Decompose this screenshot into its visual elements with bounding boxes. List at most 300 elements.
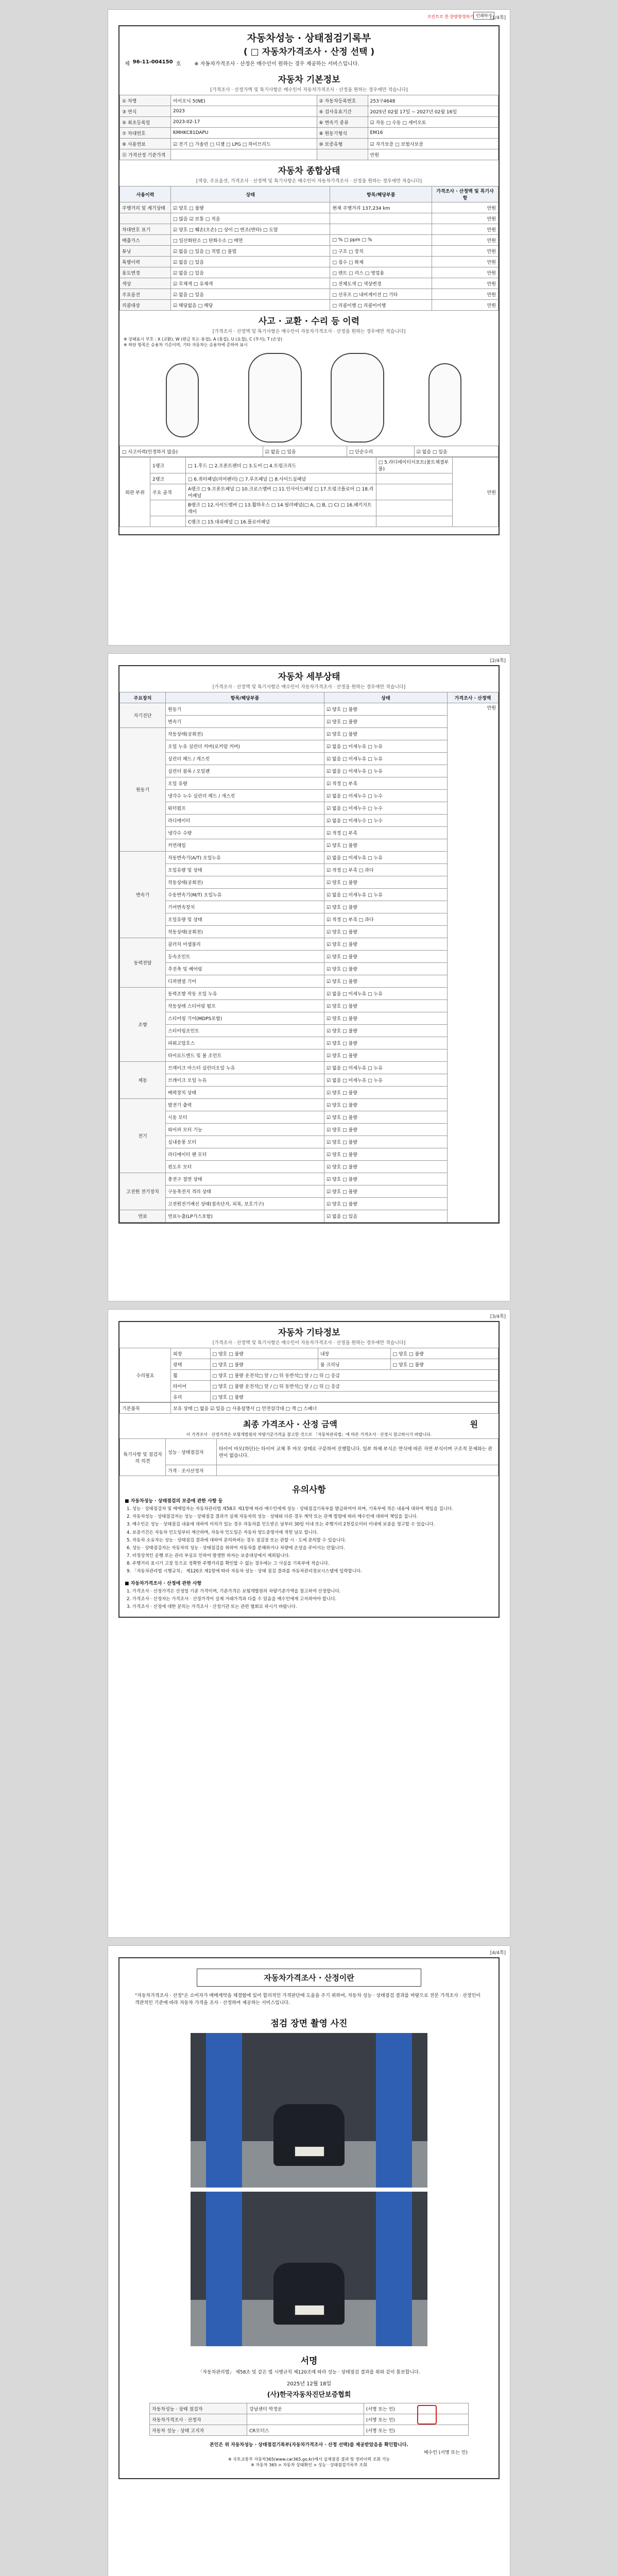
note-item: 3. 가격조사 · 산정에 대한 문의는 가격조사 · 산정기관 또는 관련 협회로 하시기 바랍니다.: [127, 1604, 297, 1609]
sign-text: 「자동차관리법」 제58조 및 같은 법 시행규칙 제120조에 따라 성능 · 상태점검 결과를 위와 같이 통보합니다.: [198, 2370, 420, 2375]
basic-label: ③ 연식: [120, 106, 171, 117]
detail-item: 변속기: [166, 716, 324, 728]
overall-cell: 리콜대상: [120, 300, 171, 311]
overall-cell: 만원: [432, 289, 499, 300]
sign-cell: (서명 또는 인): [364, 2414, 468, 2425]
detail-row: [120, 1210, 499, 1223]
detail-status: ☑ 없음 □ 있음: [324, 1210, 448, 1223]
detail-row: [120, 740, 499, 753]
detail-row: [120, 1185, 499, 1198]
car-diagram: [119, 348, 499, 446]
detail-row: [120, 913, 499, 926]
notes-heading-1: ■ 자동차성능 · 상태점검의 보증에 관한 사항 등: [125, 1499, 223, 1504]
repair-cell: 타이어: [171, 1381, 211, 1392]
repair-cell: □ 양호 □ 불량: [210, 1359, 318, 1370]
overall-cell: 튜닝: [120, 246, 171, 257]
basic-value: ☑ 전기 □ 가솔린 □ 디젤 □ LPG □ 하이브리드: [171, 139, 317, 149]
overall-cell: ☑ 없음 □ 있음: [171, 289, 330, 300]
frame-label: 외판 부위: [120, 457, 150, 527]
special-row-0-label: 성능 · 상태점검자: [166, 1439, 217, 1465]
detail-status: ☑ 양호 □ 불량: [324, 1173, 448, 1185]
detail-item: 기어변속장치: [166, 901, 324, 913]
overall-cell: □ 전체도색 □ 색상변경: [330, 278, 432, 289]
basic-label: ② 자동차등록번호: [317, 95, 368, 106]
basic-value: ☑ 자동 □ 수동 □ 세미오토: [368, 117, 498, 128]
detail-status: ☑ 양호 □ 불량: [324, 876, 448, 889]
sign-org: (사)한국자동차진단보증협회: [267, 2391, 351, 2399]
detail-item: 동력조향 작동 오일 누유: [166, 988, 324, 1000]
detail-item: 스티어링조인트: [166, 1025, 324, 1037]
accident-history-value: ☑ 없음 □ 있음: [263, 446, 347, 457]
detail-status: ☑ 없음 □ 미세누유 □ 누유: [324, 988, 448, 1000]
detail-group: 조향: [120, 988, 166, 1062]
inspection-photo-front: [191, 2033, 427, 2188]
detail-status: ☑ 없음 □ 미세누유 □ 누유: [324, 740, 448, 753]
detail-item: 파워고압호스: [166, 1037, 324, 1049]
detail-item: 와이퍼 모터 기능: [166, 1124, 324, 1136]
detail-item: 스티어링 기어(MDPS포함): [166, 1012, 324, 1025]
overall-header: 항목/해당부품: [330, 187, 432, 202]
detail-status: ☑ 양호 □ 불량: [324, 1124, 448, 1136]
detail-row: [120, 864, 499, 876]
notes-list-2: [119, 1588, 499, 1617]
detail-row: [120, 852, 499, 864]
basic-value: EM16: [368, 128, 498, 139]
overall-cell: 만원: [432, 235, 499, 246]
repair-cell: □ 양호 □ 불량: [210, 1392, 499, 1402]
detail-status: ☑ 없음 □ 미세누유 □ 누유: [324, 852, 448, 864]
print-link[interactable]: 프린트로 한 한방향정하기: [427, 14, 474, 19]
overall-cell: 차대번호 표기: [120, 224, 171, 235]
sign-cell: CR모터스: [247, 2425, 364, 2436]
basic-value: [171, 149, 317, 160]
detail-status: ☑ 양호 □ 불량: [324, 703, 448, 716]
sign-cell: 강남센터 박정운: [247, 2403, 364, 2414]
detail-status: ☑ 양호 □ 불량: [324, 839, 448, 852]
note-item: 8. 주행거리 표시기 고장 등으로 정확한 주행거리를 확인할 수 없는 경우에는 그 사실을 기록부에 적습니다.: [127, 1561, 330, 1567]
frame-cell: □ 6.쿼터패널(리어펜더) □ 7.루프패널 □ 8.사이드실패널: [186, 473, 376, 484]
detail-status: ☑ 양호 □ 불량: [324, 1025, 448, 1037]
detail-row: [120, 802, 499, 815]
detail-status: ☑ 양호 □ 불량: [324, 1136, 448, 1148]
simple-repair-value: ☑ 없음 □ 있음: [414, 446, 498, 457]
frame-row: [120, 457, 499, 473]
detail-status: ☑ 양호 □ 불량: [324, 1148, 448, 1161]
detail-row: [120, 753, 499, 765]
detail-row: [120, 1111, 499, 1124]
overall-row: [120, 289, 499, 300]
repair-cell: □ 양호 □ 불량: [390, 1348, 498, 1359]
frame-cell: □ 1.후드 □ 2.프론트펜더 □ 3.도어 □ 4.트렁크리드: [186, 457, 376, 473]
overall-cell: □ 구조 □ 장치: [330, 246, 432, 257]
basic-value: 2023-02-17: [171, 117, 317, 128]
overall-row: [120, 278, 499, 289]
overall-cell: [120, 213, 171, 224]
overall-row: [120, 267, 499, 278]
repair-row: [120, 1392, 499, 1402]
detail-header: 가격조사 · 산정액: [448, 692, 499, 703]
doc-subtitle: ( □ 자동차가격조사 · 산정 선택 ): [243, 47, 375, 57]
overall-cell: 만원: [432, 278, 499, 289]
detail-row: [120, 901, 499, 913]
detail-status: ☑ 양호 □ 불량: [324, 975, 448, 988]
overall-row: [120, 235, 499, 246]
detail-row: [120, 1000, 499, 1012]
etc-title: 자동차 기타정보: [278, 1328, 340, 1338]
detail-row: [120, 876, 499, 889]
detail-item: 오일 누유 실린더 커버(로커암 커버): [166, 740, 324, 753]
detail-row: [120, 988, 499, 1000]
detail-status: ☑ 없음 □ 미세누유 □ 누유: [324, 1074, 448, 1087]
basic-value: KMHKC81DAPU: [171, 128, 317, 139]
overall-cell: □ 일산화탄소 □ 탄화수소 □ 매연: [171, 235, 330, 246]
detail-header: 상태: [324, 692, 448, 703]
detail-item: 실내송풍 모터: [166, 1136, 324, 1148]
detail-status: ☑ 양호 □ 불량: [324, 1037, 448, 1049]
detail-sub: [가격조사 · 산정액 및 특기사항은 매수인이 자동차가격조사 · 산정을 원하는 경우에만 적습니다]: [212, 685, 406, 690]
overall-cell: ☑ 없음 □ 있음 □ 적법 □ 불법: [171, 246, 330, 257]
repair-cell: □ 양호 □ 불량 운전석□ 앞 / □ 뒤 동반석□ 앞 / □ 뒤 □ 응급: [210, 1370, 499, 1381]
basic-label: ⑤ 최초등록일: [120, 117, 171, 128]
overall-cell: 배출가스: [120, 235, 171, 246]
detail-status: ☑ 양호 □ 불량: [324, 951, 448, 963]
frame-cell: [150, 516, 186, 527]
inspection-photo-rear: [191, 2192, 427, 2346]
detail-header: 주요장치: [120, 692, 166, 703]
frame-cell: C랭크 □ 15.대쉬패널 □ 16.플로어패널: [186, 516, 376, 527]
final-price-title: 최종 가격조사 · 산정 금액: [243, 1419, 337, 1429]
page-2: [108, 653, 510, 1301]
frame-table: [119, 457, 499, 527]
detail-status: ☑ 양호 □ 불량: [324, 1111, 448, 1124]
sign-cell: [247, 2414, 364, 2425]
doc-title: 자동차성능 · 상태점검기록부: [247, 32, 371, 44]
detail-status: ☑ 양호 □ 불량: [324, 1049, 448, 1062]
doc-no-label: 제: [125, 61, 130, 67]
detail-item: 실린더 블록 / 오일팬: [166, 765, 324, 777]
official-seal-image: [417, 2405, 437, 2425]
overall-cell: [330, 213, 432, 224]
basic-label: ⑧ 원동기형식: [317, 128, 368, 139]
overall-cell: ☑ 양호 □ 불량: [171, 202, 330, 213]
overall-row: [120, 224, 499, 235]
detail-item: 오일유량 및 상태: [166, 913, 324, 926]
detail-group: 제동: [120, 1062, 166, 1099]
basic-items-label: 기본품목: [120, 1403, 171, 1414]
detail-row: [120, 777, 499, 790]
frame-cell: B랭크 □ 12.사이드멤버 □ 13.휠하우스 □ 14.필러패널(□ A, □ B, □ C) □ 16.패키지트레이: [186, 500, 376, 516]
page-4: [108, 1945, 510, 2576]
overall-cell: 만원: [432, 300, 499, 311]
final-price-unit: 원: [470, 1419, 478, 1429]
accident-sub: [가격조사 · 산정액 및 특기사항은 매수인이 자동차가격조사 · 산정을 원하는 경우에만 적습니다]: [212, 329, 406, 334]
detail-row: [120, 790, 499, 802]
detail-row: [120, 1062, 499, 1074]
basic-row: [120, 128, 499, 139]
detail-row: [120, 728, 499, 740]
repair-cell: 유리: [171, 1392, 211, 1402]
overall-cell: ☑ 무채색 □ 유채색: [171, 278, 330, 289]
overall-cell: 특별이력: [120, 257, 171, 267]
repair-cell: □ 양호 □ 불량: [210, 1348, 318, 1359]
note-item: 2. 가격조사 · 산정자는 가격조사 · 산정가격이 실제 거래가격과 다를 수 있음을 매수인에게 고지하여야 합니다.: [127, 1596, 337, 1602]
legend-text: ※ 상태표시 부호 : X (교환), W (판금 또는 용접), A (흠집), U (요철), C (부식), T (손상): [124, 337, 283, 342]
special-row-1-label: 가격 · 조사산정자: [166, 1465, 217, 1476]
special-row-0-text: 타이어 마모(하단)는 타이어 교체 후 마모 상태로 구분하여 진행합니다. 일부 하체 부식은 연식에 따른 자연 부식이며 구조적 문제와는 관련이 없습니다.: [217, 1439, 499, 1465]
overall-cell: ☑ 없음 □ 있음: [171, 257, 330, 267]
basic-value: 2025년 02월 17일 ~ 2027년 02월 16일: [368, 106, 498, 117]
detail-item: 워터펌프: [166, 802, 324, 815]
detail-item: 구동축전지 격리 상태: [166, 1185, 324, 1198]
footer-confirm: 본인은 위 자동차성능 · 상태점검기록부(자동차가격조사 · 산정 선택)를 제공받았음을 확인합니다.: [210, 2443, 408, 2448]
detail-status: ☑ 양호 □ 불량: [324, 901, 448, 913]
detail-row: [120, 963, 499, 975]
detail-group: 변속기: [120, 852, 166, 938]
overall-cell: ☑ 해당없음 □ 해당: [171, 300, 330, 311]
note-item: 4. 보증기간은 자동차 인도일부터 계산하며, 자동차 인도일은 자동차 양도증명서에 적힌 날로 합니다.: [127, 1530, 318, 1535]
detail-item: 수동변속기(M/T) 오일누유: [166, 889, 324, 901]
note-item: 1. 가격조사 · 산정가격은 산정일 기준 가격이며, 기준가격은 보험개발원의 차량기준가액을 참고하여 산정합니다.: [127, 1588, 341, 1594]
detail-row: [120, 1161, 499, 1173]
overall-row: [120, 202, 499, 213]
detail-item: 원동기: [166, 703, 324, 716]
overall-cell: □ 선루프 □ 내비게이션 □ 기타: [330, 289, 432, 300]
repair-row: [120, 1348, 499, 1359]
overall-header: 가격조사 · 산정액 및 특기사항: [432, 187, 499, 202]
detail-item: 작동상태(공회전): [166, 728, 324, 740]
detail-status: ☑ 양호 □ 불량: [324, 1185, 448, 1198]
page-number: [1/4쪽]: [490, 15, 506, 21]
detail-item: 클러치 어셈블리: [166, 938, 324, 951]
detail-group: 동력전달: [120, 938, 166, 988]
overall-header: 상태: [171, 187, 330, 202]
note-item: 2. 자동차성능 · 상태점검자는 성능 · 상태점검 결과가 실제 자동차의 성능 · 상태와 다른 경우 계약 또는 관계 법령에 따라 매수인에 대하여 책임을 집니다.: [127, 1514, 418, 1520]
detail-status: ☑ 적정 □ 부족: [324, 777, 448, 790]
overall-row: [120, 257, 499, 267]
detail-title: 자동차 세부상태: [278, 672, 340, 682]
repair-label: 수리필요: [120, 1348, 171, 1402]
detail-item: 오일 유량: [166, 777, 324, 790]
basic-value: 2023: [171, 106, 317, 117]
detail-item: 윈도우 모터: [166, 1161, 324, 1173]
frame-row: [120, 516, 499, 527]
basic-value: 253구4648: [368, 95, 498, 106]
frame-row: [120, 473, 499, 484]
detail-status: ☑ 양호 □ 불량: [324, 1099, 448, 1111]
detail-item: 작동상태(공회전): [166, 926, 324, 938]
basic-label: ⑦ 차대번호: [120, 128, 171, 139]
basic-row: [120, 117, 499, 128]
detail-row: [120, 1012, 499, 1025]
detail-item: 추진축 및 베어링: [166, 963, 324, 975]
repair-cell: 내장: [318, 1348, 390, 1359]
simple-repair-label: □ 단순수리: [347, 446, 415, 457]
overall-cell: □ % □ ppm □ %: [330, 235, 432, 246]
detail-row: [120, 1037, 499, 1049]
service-text: "자동차가격조사 · 산정"은 소비자가 매매계약을 체결함에 있어 합리적인 가격판단에 도움을 주기 위하여, 자동차 성능 · 상태점검 결과를 바탕으로 전문 가격조사 · 산정인이 객관적인 기준에 따라 자동차 가격을 조사 · 산정하여 제공하는 서비스입니다.: [135, 1993, 480, 2006]
detail-status: ☑ 적정 □ 부족 □ 과다: [324, 913, 448, 926]
note-item: 6. 성능 · 상태점검자는 자동차의 성능 · 상태점검을 위하여 자동차를 분해하거나 차량에 손상을 주어서는 안됩니다.: [127, 1545, 345, 1551]
basic-row: [120, 139, 499, 149]
frame-cell: 주요 골격: [150, 484, 186, 500]
overall-cell: 용도변경: [120, 267, 171, 278]
detail-status: ☑ 없음 □ 미세누수 □ 누수: [324, 790, 448, 802]
basic-items-table: [119, 1402, 499, 1414]
special-label: 특기사항 및 점검자의 의견: [120, 1439, 166, 1476]
detail-status: ☑ 없음 □ 미세누수 □ 누수: [324, 802, 448, 815]
detail-row: [120, 938, 499, 951]
sign-cell: 자동차 성능 · 상태 고지자: [150, 2425, 247, 2436]
sign-cell: 자동차가격조사 · 산정자: [150, 2414, 247, 2425]
basic-label: ① 차명: [120, 95, 171, 106]
detail-header: 항목/해당부품: [166, 692, 324, 703]
basic-row: [120, 149, 499, 160]
basic-info-title: 자동차 기본정보: [278, 75, 340, 85]
repair-cell: □ 양호 □ 불량 운전석□ 앞 / □ 뒤 동반석□ 앞 / □ 뒤 □ 응급: [210, 1381, 499, 1392]
special-row-1-text: [217, 1465, 499, 1476]
repair-cell: 외장: [171, 1348, 211, 1359]
detail-item: 냉각수 누수 실린더 헤드 / 개스킷: [166, 790, 324, 802]
page-number: [4/4쪽]: [490, 1951, 506, 1956]
basic-label: ⑥ 변속기 종류: [317, 117, 368, 128]
overall-cell: 만원: [432, 267, 499, 278]
detail-status: ☑ 양호 □ 불량: [324, 963, 448, 975]
detail-row: [120, 716, 499, 728]
footer-lookup: ※ 국토교통부 자동차365(www.car365.go.kr)에서 실제점검 결과 및 정비이력 조회 가능: [228, 2457, 390, 2462]
etc-sub: [가격조사 · 산정액 및 특기사항은 매수인이 자동차가격조사 · 산정을 원하는 경우에만 적습니다]: [212, 1341, 406, 1346]
overall-cell: ☑ 없음 □ 있음: [171, 267, 330, 278]
frame-row: [120, 484, 499, 500]
detail-row: [120, 1074, 499, 1087]
frame-cell: □ 5.라디에이터서포트(볼트체결부품): [376, 457, 452, 473]
detail-row: [120, 926, 499, 938]
detail-row: [120, 975, 499, 988]
note-item: 5. 자동차 소유자는 성능 · 상태점검 결과에 대하여 문의하려는 경우 점검장 또는 관할 시 · 도에 문의할 수 있습니다.: [127, 1537, 347, 1543]
basic-info-table: [119, 95, 499, 160]
detail-status: ☑ 양호 □ 불량: [324, 1161, 448, 1173]
detail-status: ☑ 양호 □ 불량: [324, 926, 448, 938]
detail-item: 작동상태 스티어링 펌프: [166, 1000, 324, 1012]
overall-cell: ☑ 양호 □ 훼손(오손) □ 상이 □ 변조(변타) □ 도말: [171, 224, 330, 235]
frame-cell: [150, 500, 186, 516]
basic-items-value: 보유 상태 □ 없음 ☑ 있음 □ 사용설명서 □ 안전삼각대 □ 잭 □ 스패너: [171, 1403, 499, 1414]
detail-status: ☑ 적정 □ 부족: [324, 827, 448, 839]
repair-cell: 휠: [171, 1370, 211, 1381]
detail-item: 자동변속기(A/T) 오일누유: [166, 852, 324, 864]
basic-row: [120, 106, 499, 117]
overall-cell: [330, 224, 432, 235]
overall-cell: □ 침수 □ 화재: [330, 257, 432, 267]
final-price-note: 이 가격조사 · 산정가격은 보험개발원의 차량기준가격을 참고한 것으로 「자동차관리법」에 따른 가격조사 · 산정시 참고하시기 바랍니다.: [186, 1432, 432, 1437]
sign-cell: 자동차성능 · 상태 점검자: [150, 2403, 247, 2414]
detail-item: 라디에이터 팬 모터: [166, 1148, 324, 1161]
detail-row: [120, 1087, 499, 1099]
detail-row: [120, 889, 499, 901]
detail-row: [120, 765, 499, 777]
detail-row: [120, 1124, 499, 1136]
detail-status: ☑ 없음 □ 미세누유 □ 누유: [324, 765, 448, 777]
note-item: 1. 성능 · 상태점검자 및 매매업자는 자동차관리법 제58조 제1항에 따라 매수인에게 성능 · 상태점검기록부를 발급하여야 하며, 기록부에 적은 내용에 대하여 책임을 집니다.: [127, 1506, 453, 1512]
page-number: [2/4쪽]: [490, 658, 506, 664]
detail-row: [120, 703, 499, 716]
overall-cell: 만원: [432, 246, 499, 257]
detail-item: 실린더 헤드 / 개스킷: [166, 753, 324, 765]
detail-row: [120, 951, 499, 963]
detail-row: [120, 1198, 499, 1210]
notes-title: 유의사항: [292, 1485, 326, 1495]
detail-item: 고전원전기배선 상태(접속단자, 피복, 보호기구): [166, 1198, 324, 1210]
overall-row: [120, 213, 499, 224]
detail-item: 오일유량 및 상태: [166, 864, 324, 876]
page-3: [108, 1309, 510, 1938]
repair-cell: □ 양호 □ 불량: [390, 1359, 498, 1370]
print-button[interactable]: 인쇄하기: [473, 12, 494, 20]
service-title: 자동차가격조사 · 산정이란: [197, 1969, 421, 1987]
basic-label: ⑪ 가격산정 기준가격: [120, 149, 171, 160]
detail-status: ☑ 없음 □ 미세누유 □ 누유: [324, 889, 448, 901]
frame-cell: A랭크 □ 9.프론트패널 □ 10.크로스멤버 □ 11.인사이드패널 □ 17.트렁크플로어 □ 18.리어패널: [186, 484, 376, 500]
detail-status: ☑ 없음 □ 미세누수 □ 누수: [324, 815, 448, 827]
car-side-left-image: [166, 363, 199, 437]
photo-title: 점검 장면 촬영 사진: [270, 2019, 348, 2029]
detail-group: 고전원 전기장치: [120, 1173, 166, 1210]
detail-item: 라디에이터: [166, 815, 324, 827]
detail-status: ☑ 양호 □ 불량: [324, 716, 448, 728]
detail-status: ☑ 양호 □ 불량: [324, 728, 448, 740]
detail-row: [120, 1099, 499, 1111]
footer-lookup-path: ※ 자동차 365 > 자동차 상태확인 > 성능 · 상태점검기록부 조회: [251, 2463, 367, 2467]
sign-cell: (서명 또는 인): [364, 2403, 468, 2414]
basic-label: ⑨ 사용연료: [120, 139, 171, 149]
note-item: 3. 매수인은 성능 · 상태점검 내용에 대하여 이의가 있는 경우 자동차를 인도받은 날부터 30일 이내 또는 주행거리 2천킬로미터 이내에 보증을 청구할 수 있습니다.: [127, 1522, 435, 1528]
overall-sub: [색상, 주요옵션, 가격조사 · 산정액 및 특기사항은 매수인이 자동차가격조사 · 산정을 원하는 경우에만 적습니다]: [196, 179, 422, 184]
doc-no-suffix: 호: [176, 61, 181, 67]
overall-table: [119, 186, 499, 311]
detail-item: 브레이크 오일 누유: [166, 1074, 324, 1087]
page-1: [108, 9, 510, 646]
overall-cell: □ 리콜이행 □ 리콜미이행: [330, 300, 432, 311]
overall-cell: □ 렌트 □ 리스 □ 영업용: [330, 267, 432, 278]
special-table: [119, 1438, 499, 1476]
detail-row: [120, 1136, 499, 1148]
detail-table: [119, 692, 499, 1223]
overall-title: 자동차 종합상태: [278, 166, 340, 176]
detail-status: ☑ 없음 □ 미세누유 □ 누유: [324, 1062, 448, 1074]
car-top-image: [248, 353, 302, 443]
basic-label: ⑩ 보증유형: [317, 139, 368, 149]
car-side-right-image: [428, 363, 461, 437]
overall-header: 사용이력: [120, 187, 171, 202]
repair-table: [119, 1348, 499, 1402]
sign-date: 2025년 12월 18일: [286, 2381, 332, 2387]
detail-price: 만원: [448, 703, 499, 1223]
repair-row: [120, 1359, 499, 1370]
detail-group: 원동기: [120, 728, 166, 852]
doc-number: 96-11-004150: [132, 59, 173, 65]
detail-item: 냉각수 수량: [166, 827, 324, 839]
detail-status: ☑ 양호 □ 불량: [324, 1087, 448, 1099]
repair-cell: 광택: [171, 1359, 211, 1370]
overall-cell: 주요옵션: [120, 289, 171, 300]
sign-row: [150, 2425, 469, 2436]
detail-row: [120, 827, 499, 839]
basic-value: 아이오닉 5(NE): [171, 95, 317, 106]
detail-status: ☑ 적정 □ 부족 □ 과다: [324, 864, 448, 876]
detail-row: [120, 1148, 499, 1161]
detail-item: 타이로드엔드 및 볼 조인트: [166, 1049, 324, 1062]
overall-cell: 만원: [432, 213, 499, 224]
notes-list-1: [119, 1506, 499, 1575]
